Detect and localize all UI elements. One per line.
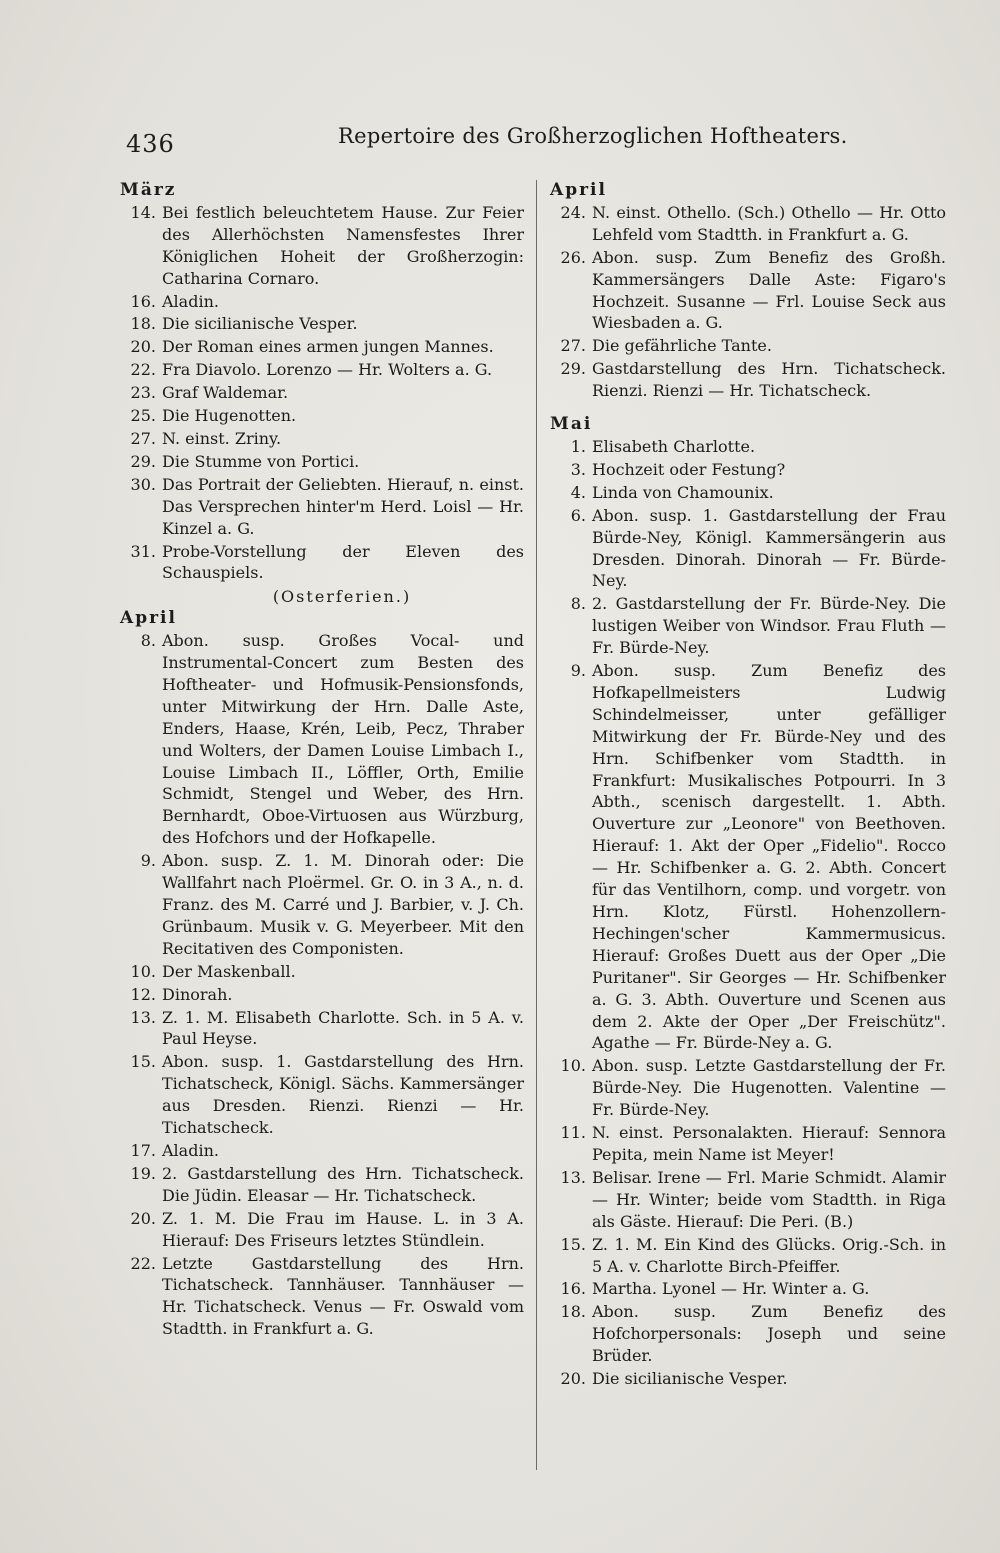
entry-date: 26. — [560, 247, 586, 267]
entry-text: Die sicilianische Vesper. — [162, 314, 358, 334]
entry-date: 18. — [560, 1302, 586, 1322]
entry-text: Z. 1. M. Die Frau im Hause. L. in 3 A. Hierauf: Des Friseurs letztes Stündlein. — [162, 1208, 524, 1250]
entry-text: Abon. susp. Großes Vocal- und Instrumental-Concert zum Besten des Hoftheater- und Hofmusik-Pensionsfonds, unter Mitwirkung der Hrn. Dalle Aste, Enders, Haase, Krén, Leib, Pecz, Thraber und Wolters, der Damen Louise Limbach I., Louise Limbach II., Löffler, Orth, Emilie Schmidt, Stengel und Weber, des Hrn. Bernhardt, Oboe-Virtuosen aus Würzburg, des Hofchors und der Hofkapelle. — [162, 631, 524, 848]
list-item — [550, 358, 946, 402]
entry-date: 22. — [130, 360, 156, 380]
entry-text: Abon. susp. Z. 1. M. Dinorah oder: Die Wallfahrt nach Ploërmel. Gr. O. in 3 A., n. d. Franz. des M. Carré und J. Barbier, v. J. Ch. Grünbaum. Musik v. G. Meyerbeer. Mit den Recitativen des Componisten. — [162, 851, 524, 958]
entry-date: 29. — [560, 359, 586, 379]
entry-text: Z. 1. M. Ein Kind des Glücks. Orig.-Sch. in 5 A. v. Charlotte Birch-Pfeiffer. — [592, 1234, 946, 1276]
easter-note: (Osterferien.) — [272, 587, 412, 607]
list-item — [120, 474, 524, 540]
left-column — [120, 180, 524, 1341]
list-item — [120, 428, 524, 450]
entry-date: 8. — [140, 631, 156, 651]
list-item — [120, 359, 524, 381]
list-item — [550, 482, 946, 504]
entry-text: Aladin. — [162, 291, 219, 311]
page-header — [126, 124, 946, 164]
entry-text: Hochzeit oder Festung? — [592, 459, 786, 479]
list-item — [550, 593, 946, 659]
entry-text: Dinorah. — [162, 984, 233, 1004]
entry-text: Martha. Lyonel — Hr. Winter a. G. — [592, 1279, 870, 1299]
list-item — [120, 1208, 524, 1252]
entry-text: Abon. susp. Zum Benefiz des Hofchorpersonals: Joseph und seine Brüder. — [592, 1302, 946, 1366]
entry-date: 16. — [560, 1279, 586, 1299]
list-item — [550, 459, 946, 481]
entry-date: 24. — [560, 202, 586, 222]
entry-text: Belisar. Irene — Frl. Marie Schmidt. Alamir — Hr. Winter; beide vom Stadtth. in Riga als Gäste. Hierauf: Die Peri. (B.) — [592, 1167, 946, 1231]
list-item — [120, 1140, 524, 1162]
entry-date: 31. — [130, 541, 156, 561]
entry-text: Z. 1. M. Elisabeth Charlotte. Sch. in 5 A. v. Paul Heyse. — [162, 1007, 524, 1049]
entry-text: Aladin. — [162, 1140, 219, 1160]
list-item — [120, 336, 524, 358]
april-entries-right — [550, 202, 946, 402]
entry-text: 2. Gastdarstellung der Fr. Bürde-Ney. Die lustigen Weiber von Windsor. Frau Fluth — Fr. Bürde-Ney. — [592, 594, 946, 658]
list-item — [550, 1234, 946, 1278]
entry-text: Der Roman eines armen jungen Mannes. — [162, 337, 494, 357]
list-item — [120, 405, 524, 427]
list-item — [550, 1167, 946, 1233]
entry-text: Abon. susp. Letzte Gastdarstellung der Fr. Bürde-Ney. Die Hugenotten. Valentine — Fr. Bürde-Ney. — [592, 1056, 946, 1120]
entry-date: 20. — [130, 1208, 156, 1228]
column-divider — [536, 180, 537, 1470]
entry-date: 30. — [130, 474, 156, 494]
entry-date: 14. — [130, 202, 156, 222]
list-item — [550, 1055, 946, 1121]
list-item — [120, 984, 524, 1006]
entry-text: Die sicilianische Vesper. — [592, 1369, 788, 1389]
entry-date: 29. — [130, 451, 156, 471]
entry-date: 10. — [130, 961, 156, 981]
entry-text: Gastdarstellung des Hrn. Tichatscheck. Rienzi. Rienzi — Hr. Tichatscheck. — [592, 359, 946, 401]
list-item — [120, 451, 524, 473]
month-heading-may: Mai — [550, 414, 593, 435]
entry-date: 20. — [130, 337, 156, 357]
entry-date: 6. — [570, 505, 586, 525]
entry-text: Linda von Chamounix. — [592, 482, 774, 502]
list-item — [120, 850, 524, 960]
list-item — [550, 1368, 946, 1390]
entry-text: N. einst. Othello. (Sch.) Othello — Hr. Otto Lehfeld vom Stadtth. in Frankfurt a. G. — [592, 202, 946, 244]
list-item — [120, 630, 524, 849]
entry-date: 22. — [130, 1253, 156, 1273]
entry-date: 17. — [130, 1140, 156, 1160]
entry-date: 18. — [130, 314, 156, 334]
list-item — [120, 1007, 524, 1051]
entry-text: Elisabeth Charlotte. — [592, 436, 756, 456]
running-title: Repertoire des Großherzoglichen Hoftheaters. — [338, 124, 848, 148]
list-item — [120, 382, 524, 404]
entry-date: 11. — [560, 1123, 586, 1143]
entry-date: 25. — [130, 406, 156, 426]
entry-date: 9. — [570, 661, 586, 681]
entry-text: N. einst. Zriny. — [162, 428, 282, 448]
entry-text: Bei festlich beleuchtetem Hause. Zur Feier des Allerhöchsten Namensfestes Ihrer Königlichen Hoheit der Großherzogin: Catharina Cornaro. — [162, 202, 524, 288]
entry-text: Abon. susp. 1. Gastdarstellung der Frau Bürde-Ney, Königl. Kammersängerin aus Dresden. Dinorah. Dinorah — Fr. Bürde-Ney. — [592, 505, 946, 591]
entry-date: 1. — [570, 436, 586, 456]
list-item — [120, 1051, 524, 1139]
entry-date: 12. — [130, 984, 156, 1004]
entry-text: Probe-Vorstellung der Eleven des Schauspiels. — [162, 541, 524, 583]
entry-text: Fra Diavolo. Lorenzo — Hr. Wolters a. G. — [162, 360, 493, 380]
may-entries — [550, 436, 946, 1390]
entry-date: 16. — [130, 291, 156, 311]
april-entries-left — [120, 630, 524, 1340]
entry-text: Das Portrait der Geliebten. Hierauf, n. einst. Das Versprechen hinter'm Herd. Loisl — Hr. Kinzel a. G. — [162, 474, 524, 538]
list-item — [550, 202, 946, 246]
list-item — [120, 541, 524, 585]
month-heading-april-cont: April — [550, 180, 607, 200]
list-item — [550, 505, 946, 593]
entry-date: 9. — [140, 851, 156, 871]
entry-date: 3. — [570, 459, 586, 479]
entry-text: Der Maskenball. — [162, 961, 296, 981]
entry-text: N. einst. Personalakten. Hierauf: Sennora Pepita, mein Name ist Meyer! — [592, 1123, 946, 1164]
entry-date: 8. — [570, 594, 586, 614]
list-item — [550, 436, 946, 458]
month-heading-april: April — [120, 608, 177, 629]
list-item — [120, 961, 524, 983]
list-item — [550, 335, 946, 357]
list-item — [120, 313, 524, 335]
list-item — [120, 291, 524, 313]
march-entries — [120, 202, 524, 584]
list-item — [120, 1253, 524, 1341]
list-item — [550, 1278, 946, 1300]
entry-text: Abon. susp. 1. Gastdarstellung des Hrn. Tichatscheck, Königl. Sächs. Kammersänger aus Dresden. Rienzi. Rienzi — Hr. Tichatscheck. — [162, 1052, 524, 1138]
entry-date: 19. — [130, 1163, 156, 1183]
entry-date: 20. — [560, 1369, 586, 1389]
list-item — [550, 1301, 946, 1367]
entry-text: 2. Gastdarstellung des Hrn. Tichatscheck. Die Jüdin. Eleasar — Hr. Tichatscheck. — [162, 1163, 524, 1205]
entry-date: 10. — [560, 1056, 586, 1076]
entry-text: Letzte Gastdarstellung des Hrn. Tichatscheck. Tannhäuser. Tannhäuser — Hr. Tichatscheck. Venus — Fr. Oswald vom Stadtth. in Frankfurt a. G. — [162, 1253, 524, 1339]
entry-date: 13. — [560, 1167, 586, 1187]
entry-date: 15. — [560, 1234, 586, 1254]
list-item — [550, 1122, 946, 1166]
entry-text: Graf Waldemar. — [162, 383, 289, 403]
entry-date: 15. — [130, 1052, 156, 1072]
month-heading-march: März — [120, 180, 177, 200]
entry-date: 27. — [130, 428, 156, 448]
entry-text: Abon. susp. Zum Benefiz des Hofkapellmeisters Ludwig Schindelmeisser, unter gefälliger Mitwirkung der Fr. Bürde-Ney und des Hrn. Schifbenker vom Stadtth. in Frankfurt: Musikalisches Potpourri. In 3 Abth., scenisch dargestellt. 1. Abth. Ouverture zur „Leonore" von Beethoven. Hierauf: 1. Akt der Oper „Fidelio". Rocco — Hr. Schifbenker a. G. 2. Abth. Concert für das Ventilhorn, comp. und vorgetr. von Hrn. Klotz, Fürstl. Hohenzollern-Hechingen'scher Kammermusicus. Hierauf: Großes Duett aus der Oper „Die Puritaner". Sir Georges — Hr. Schifbenker a. G. 3. Abth. Ouverture und Scenen aus dem 2. Akte der Oper „Der Freischütz". Agathe — Fr. Bürde-Ney a. G. — [592, 661, 946, 1053]
list-item — [550, 660, 946, 1054]
entry-text: Die gefährliche Tante. — [592, 336, 772, 356]
entry-date: 13. — [130, 1007, 156, 1027]
list-item — [550, 247, 946, 335]
entry-date: 4. — [570, 482, 586, 502]
entry-date: 23. — [130, 383, 156, 403]
list-item — [120, 1163, 524, 1207]
entry-text: Die Hugenotten. — [162, 406, 297, 426]
list-item — [120, 202, 524, 290]
right-column — [550, 180, 946, 1391]
entry-text: Die Stumme von Portici. — [162, 451, 360, 471]
entry-date: 27. — [560, 336, 586, 356]
page-number: 436 — [126, 130, 175, 158]
entry-text: Abon. susp. Zum Benefiz des Großh. Kammersängers Dalle Aste: Figaro's Hochzeit. Susanne — Frl. Louise Seck aus Wiesbaden a. G. — [592, 247, 946, 333]
